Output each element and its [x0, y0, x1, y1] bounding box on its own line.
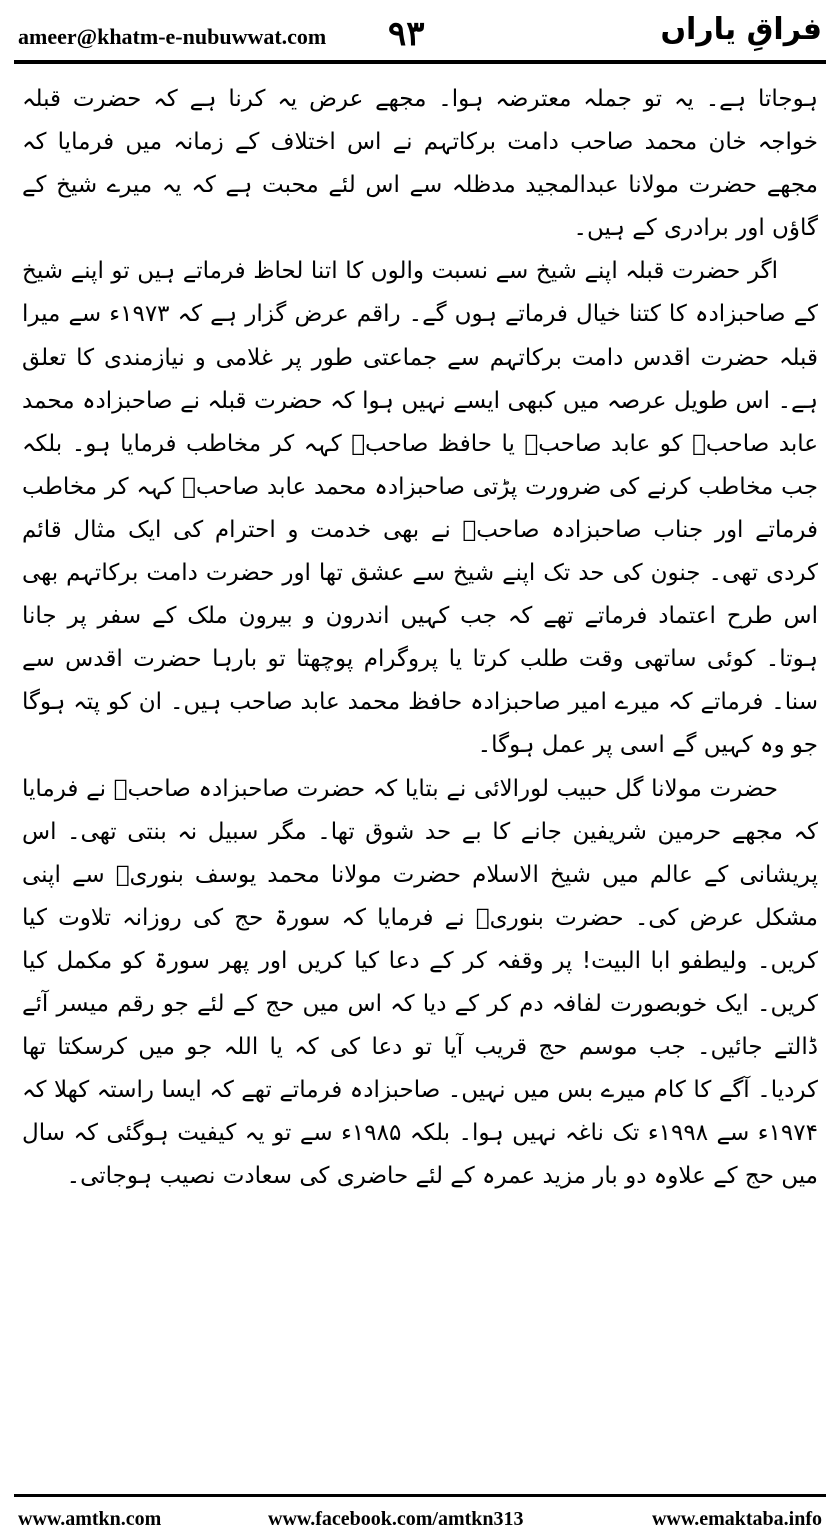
page-header [0, 0, 840, 72]
paragraph-1: ہوجاتا ہے۔ یہ تو جملہ معترضہ ہوا۔ مجھے عرض یہ کرنا ہے کہ حضرت قبلہ خواجہ خان محمد صاحب دامت برکاتہم نے اس اختلاف کے زمانہ میں فرمایا کہ مجھے حضرت مولانا عبدالمجید مدظلہ سے اس لئے محبت ہے کہ یہ میرے شیخ کے گاؤں اور برادری کے ہیں۔ [22, 86, 818, 242]
footer-rule [14, 1494, 826, 1497]
footer-link-emaktaba[interactable]: www.emaktaba.info [651, 1508, 822, 1530]
header-rule [14, 60, 826, 64]
page-number: ۹۳ [388, 14, 425, 54]
paragraph-2: اگر حضرت قبلہ اپنے شیخ سے نسبت والوں کا اتنا لحاظ فرماتے ہیں تو اپنے شیخ کے صاحبزادہ کا کتنا خیال فرماتے ہوں گے۔ راقم عرض گزار ہے کہ ۱۹۷۳ء سے میرا قبلہ حضرت اقدس دامت برکاتہم سے جماعتی طور پر غلامی و نیازمندی کا تعلق ہے۔ اس طویل عرصہ میں کبھی ایسے نہیں ہوا کہ حضرت قبلہ نے صاحبزادہ محمد عابد صاحبؒ کو عابد صاحبؒ یا حافظ صاحبؒ کہہ کر مخاطب فرمایا ہو۔ بلکہ جب مخاطب کرنے کی ضرورت پڑتی صاحبزادہ محمد عابد صاحبؒ کہہ کر مخاطب فرماتے اور جناب صاحبزادہ صاحبؒ نے بھی خدمت و احترام کی ایک مثال قائم کردی تھی۔ جنون کی حد تک اپنے شیخ سے عشق تھا اور حضرت دامت برکاتہم بھی اس طرح اعتماد فرماتے تھے کہ جب کہیں اندرون و بیرون ملک کے سفر پر جانا ہوتا۔ کوئی ساتھی وقت طلب کرتا یا پروگرام پوچھتا تو بارہا حضرت اقدس سے سنا۔ فرماتے کہ میرے امیر صاحبزادہ حافظ محمد عابد صاحب ہیں۔ ان کو پتہ ہوگا جو وہ کہیں گے اسی پر عمل ہوگا۔ [22, 258, 818, 759]
page-footer [0, 1504, 840, 1534]
book-title: فراقِ یاراں [660, 12, 822, 47]
paragraph-3: حضرت مولانا گل حبیب لورالائی نے بتایا کہ حضرت صاحبزادہ صاحبؒ نے فرمایا کہ مجھے حرمین شریفین جانے کا بے حد شوق تھا۔ مگر سبیل نہ بنتی تھی۔ اس پریشانی کے عالم میں شیخ الاسلام حضرت مولانا محمد یوسف بنوریؒ سے اپنی مشکل عرض کی۔ حضرت بنوریؒ نے فرمایا کہ سورۃ حج کی روزانہ تلاوت کیا کریں۔ ولیطفو ابا البیت! پر وقفہ کر کے دعا کیا کریں اور پھر سورۃ کو مکمل کیا کریں۔ ایک خوبصورت لفافہ دم کر کے دیا کہ اس میں حج کے لئے جو رقم میسر آئے ڈالتے جائیں۔ جب موسم حج قریب آیا تو دعا کی کہ یا اللہ جو میں کرسکتا تھا کردیا۔ آگے کا کام میرے بس میں نہیں۔ صاحبزادہ فرماتے تھے کہ ایسا راستہ کھلا کہ ۱۹۷۴ء سے ۱۹۹۸ء تک ناغہ نہیں ہوا۔ بلکہ ۱۹۸۵ء سے تو یہ کیفیت ہوگئی کہ سال میں حج کے علاوہ دو بار مزید عمرہ کے لئے حاضری کی سعادت نصیب ہوجاتی۔ [22, 775, 818, 1190]
footer-link-facebook[interactable]: www.facebook.com/amtkn313 [268, 1508, 524, 1530]
page-body [22, 78, 818, 1198]
header-email: ameer@khatm-e-nubuwwat.com [18, 24, 327, 49]
footer-link-amtkn[interactable]: www.amtkn.com [18, 1508, 162, 1530]
